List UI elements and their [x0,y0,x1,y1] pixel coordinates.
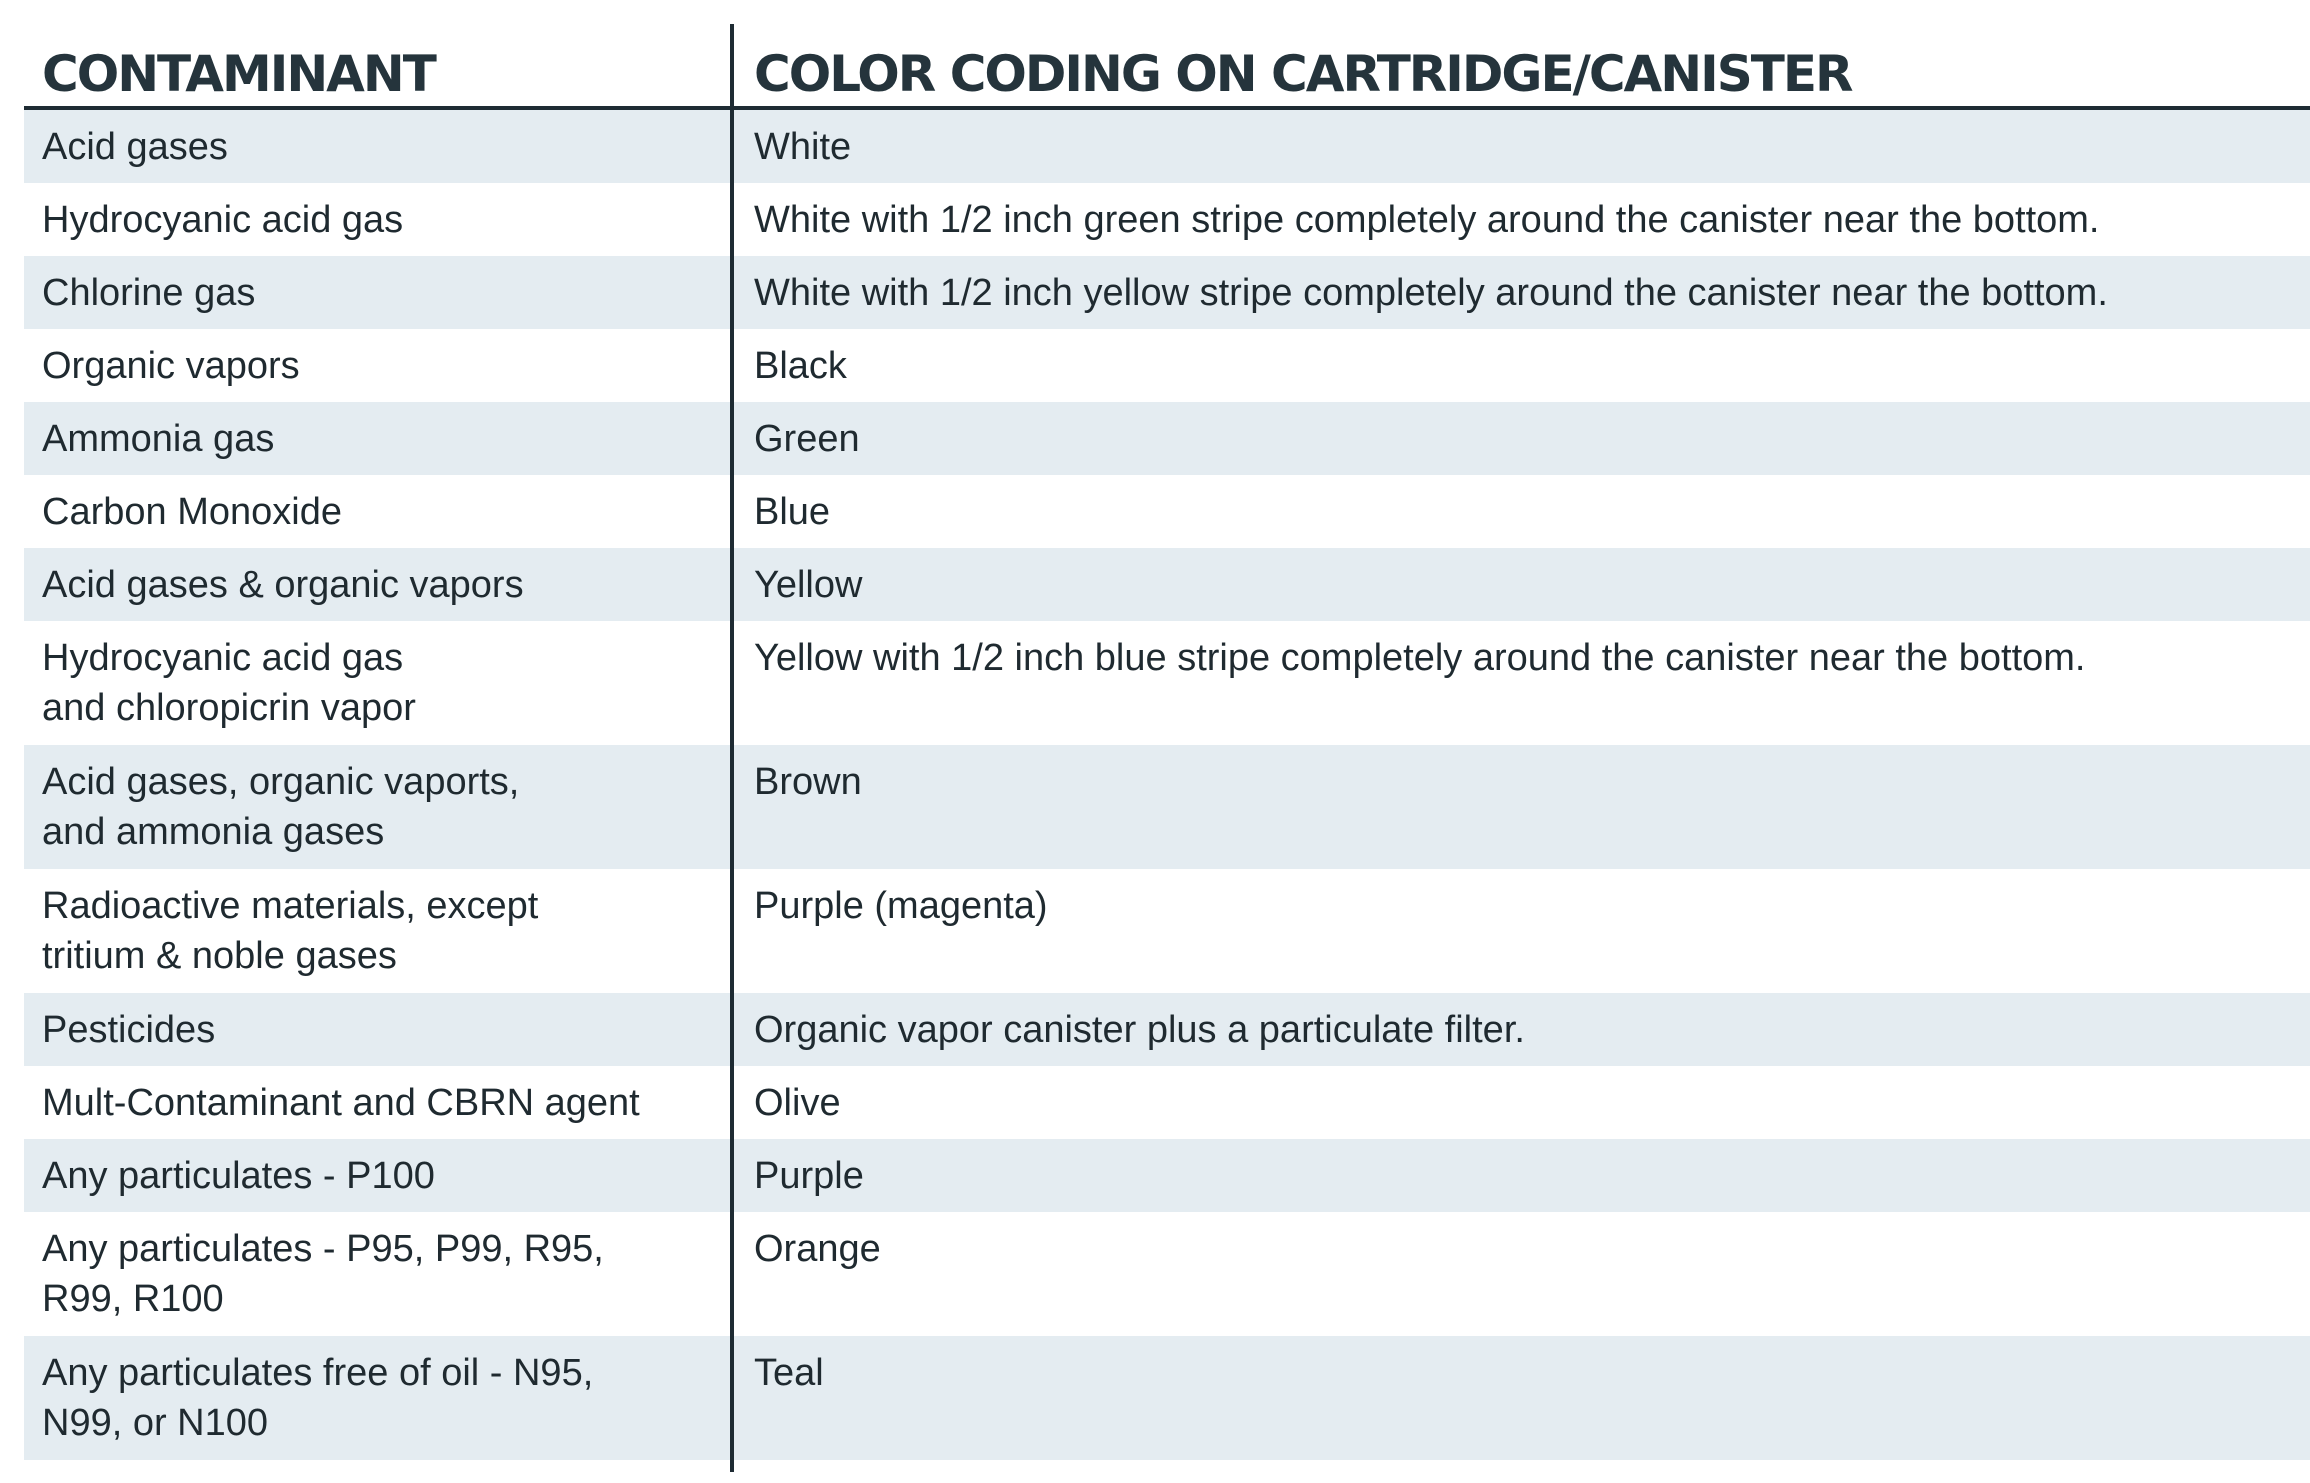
table-row [24,402,2310,475]
contaminant-cell: Any particulates - P95, P99, R95, R99, R100 [42,1228,604,1320]
contaminant-cell: Mult-Contaminant and CBRN agent [42,1082,640,1124]
table-row [24,1336,2310,1460]
color-cell: White with 1/2 inch yellow stripe completely around the canister near the bottom. [754,272,2108,314]
color-cell: Teal [754,1352,824,1394]
color-cell: White [754,126,852,168]
table-header [24,24,2310,110]
contaminant-cell: Any particulates free of oil - N95, N99, or N100 [42,1352,594,1444]
table-row [24,621,2310,745]
contaminant-cell: Any particulates - P100 [42,1155,435,1197]
table-row [24,1066,2310,1139]
contaminant-cell: Ammonia gas [42,418,275,460]
contaminant-cell: Acid gases, organic vaports, and ammonia gases [42,761,520,853]
contaminant-cell: Carbon Monoxide [42,491,342,533]
table-row [24,329,2310,402]
color-cell: Black [754,345,847,387]
table-row [24,475,2310,548]
contaminant-cell: Hydrocyanic acid gas [42,199,404,241]
table-row [24,869,2310,993]
color-cell: Yellow with 1/2 inch blue stripe completely around the canister near the bottom. [754,637,2086,679]
color-cell: Brown [754,761,862,803]
color-cell: Purple (magenta) [754,885,1048,927]
contaminant-cell: Acid gases [42,126,228,168]
table-row [24,993,2310,1066]
contaminant-cell: Radioactive materials, except tritium & noble gases [42,885,539,977]
table-row [24,548,2310,621]
contaminant-cell: Organic vapors [42,345,300,387]
table-row [24,256,2310,329]
color-cell: White with 1/2 inch green stripe completely around the canister near the bottom. [754,199,2100,241]
table-row [24,1212,2310,1336]
color-cell: Orange [754,1228,881,1270]
table-row [24,183,2310,256]
contaminant-cell: Chlorine gas [42,272,256,314]
color-cell: Organic vapor canister plus a particulate filter. [754,1009,1525,1051]
header-contaminant: CONTAMINANT [42,45,435,103]
column-divider [730,24,734,1472]
color-cell: Blue [754,491,831,533]
table-row [24,1139,2310,1212]
header-color-coding: COLOR CODING ON CARTRIDGE/CANISTER [754,45,1852,103]
table-row [24,745,2310,869]
table-row [24,110,2310,183]
contaminant-cell: Hydrocyanic acid gas and chloropicrin vapor [42,637,416,729]
color-cell: Green [754,418,860,460]
color-cell: Yellow [754,564,863,606]
contaminant-cell: Pesticides [42,1009,216,1051]
color-cell: Olive [754,1082,841,1124]
contaminant-cell: Acid gases & organic vapors [42,564,524,606]
respirator-color-code-table [24,24,2310,1460]
color-cell: Purple [754,1155,864,1197]
